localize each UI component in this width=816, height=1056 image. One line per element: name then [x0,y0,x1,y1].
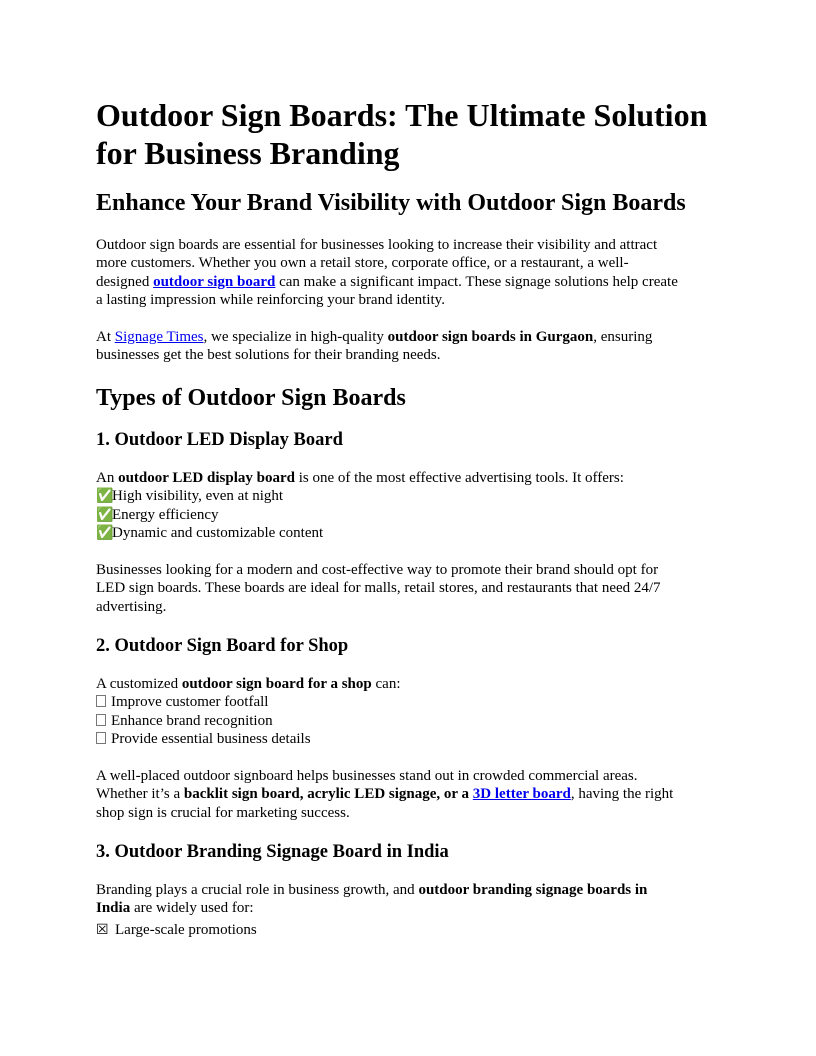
shop-intro-line: A customized outdoor sign board for a shop can: [96,676,401,692]
led-list-item: ✅Dynamic and customizable content [96,525,324,542]
about-line-2: businesses get the best solutions for their branding needs. [96,347,441,364]
led-intro-line: An outdoor LED display board is one of the most effective advertising tools. It offers: [96,470,624,486]
shop-para-line-3: shop sign is crucial for marketing success. [96,804,350,821]
check-icon: ✅ [96,525,114,542]
3d-letter-board-link[interactable]: 3D letter board [472,786,571,803]
check-icon: ✅ [96,488,114,505]
intro-line-4: a lasting impression while reinforcing your brand identity. [96,292,445,309]
intro-line-2: more customers. Whether you own a retail store, corporate office, or a restaurant, a well- [96,255,629,272]
led-paragraph [96,469,726,543]
intro-paragraph [96,236,726,310]
branding-list-item: ☒ Large-scale promotions [96,921,257,938]
shop-paragraph [96,675,726,749]
missing-glyph-icon [96,695,106,707]
heading-brand-visibility: Enhance Your Brand Visibility with Outdoor Sign Boards [96,190,686,216]
x-box-icon: ☒ [96,921,109,938]
missing-glyph-icon [96,732,106,744]
outdoor-sign-board-link[interactable]: outdoor sign board [153,273,276,290]
led-list-item: ✅High visibility, even at night [96,488,284,505]
page-title [96,96,736,172]
branding-paragraph [96,881,726,939]
shop-list-item: Enhance brand recognition [96,712,726,730]
heading-types: Types of Outdoor Sign Boards [96,385,406,411]
led-para-line-1: Businesses looking for a modern and cost-effective way to promote their brand should opt for [96,562,659,578]
heading-led-display: 1. Outdoor LED Display Board [96,430,343,450]
shop-para-line-2: Whether it’s a backlit sign board, acrylic LED signage, or a 3D letter board, having the right [96,786,674,803]
branding-line-2: India are widely used for: [96,900,254,917]
intro-line-1: Outdoor sign boards are essential for businesses looking to increase their visibility and attract [96,237,658,253]
led-para-line-3: advertising. [96,598,167,615]
heading-branding-india: 3. Outdoor Branding Signage Board in India [96,842,449,862]
led-list-item: ✅Energy efficiency [96,506,219,523]
signage-times-link[interactable]: Signage Times [114,329,204,345]
shop-para-line-1: A well-placed outdoor signboard helps businesses stand out in crowded commercial areas. [96,768,638,784]
shop-list-item: Provide essential business details [96,730,726,748]
led-benefits-paragraph [96,561,726,616]
intro-line-3: designed outdoor sign board can make a significant impact. These signage solutions help create [96,273,678,290]
title-line-2: for Business Branding [96,135,400,171]
led-para-line-2: LED sign boards. These boards are ideal for malls, retail stores, and restaurants that need 24/7 [96,580,661,597]
title-line-1: Outdoor Sign Boards: The Ultimate Solution [96,97,708,133]
about-line-1: At Signage Times, we specialize in high-quality outdoor sign boards in Gurgaon, ensuring [96,329,653,345]
heading-shop-board: 2. Outdoor Sign Board for Shop [96,636,349,656]
missing-glyph-icon [96,714,106,726]
shop-list-item: Improve customer footfall [96,693,726,711]
branding-line-1: Branding plays a crucial role in business growth, and outdoor branding signage boards in [96,882,648,898]
check-icon: ✅ [96,506,114,523]
shop-benefits-paragraph [96,767,726,822]
about-paragraph [96,328,726,365]
